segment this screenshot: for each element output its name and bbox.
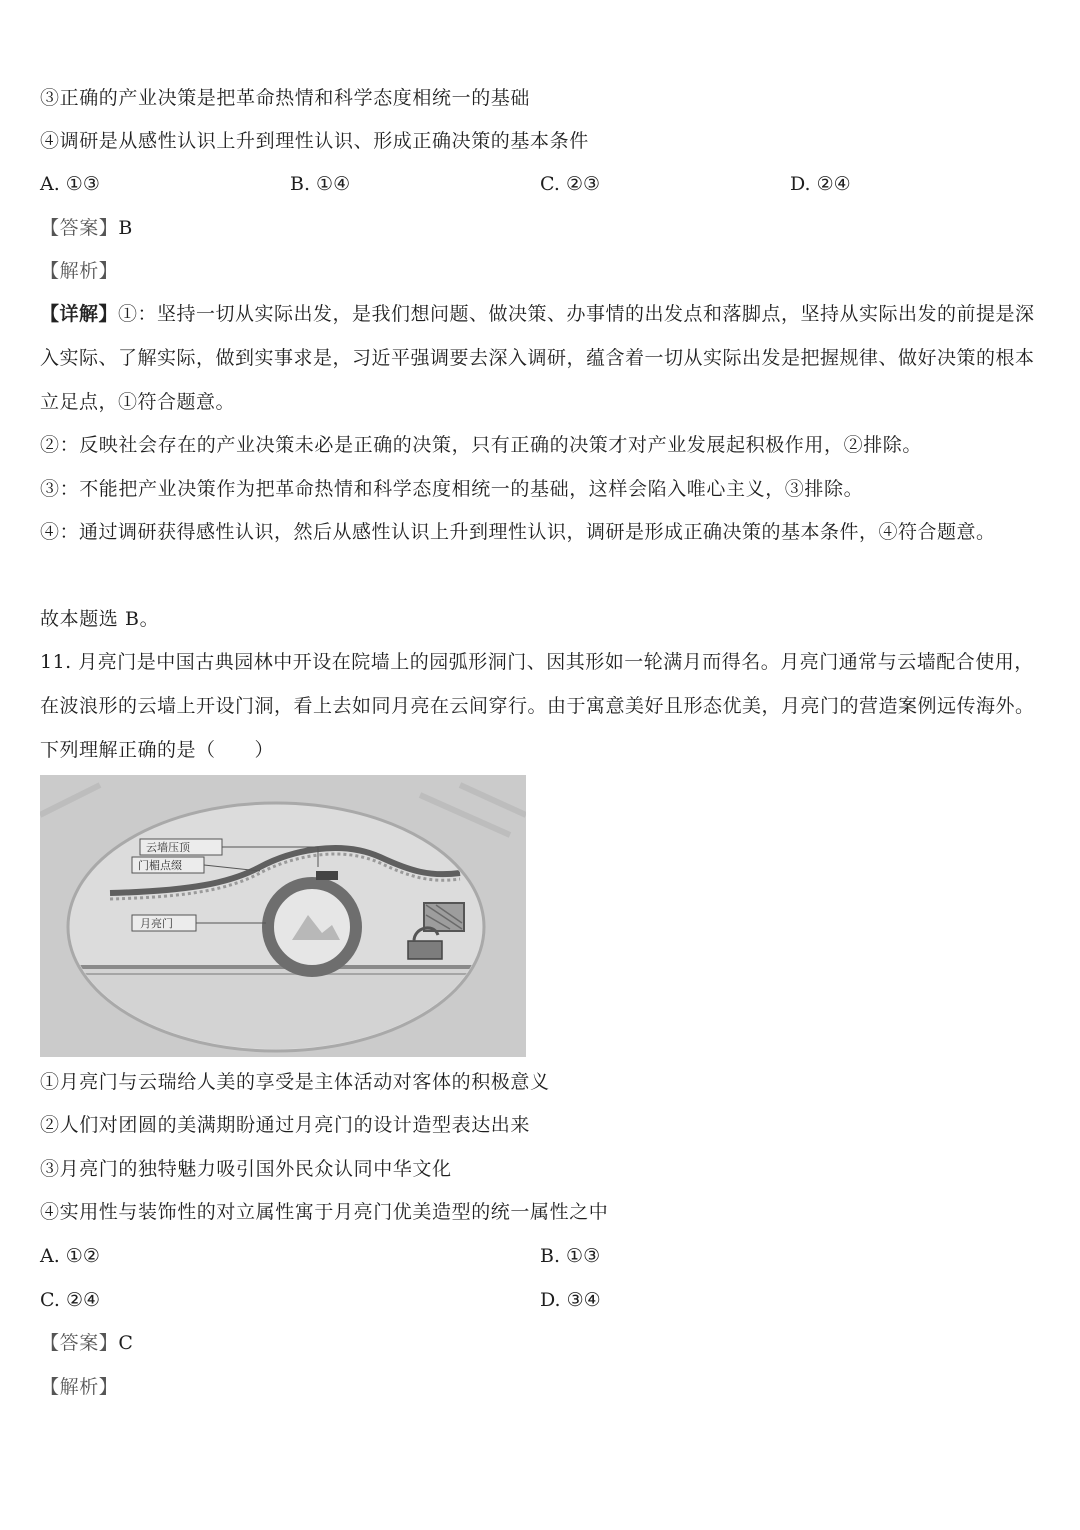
q11-answer <box>40 1331 134 1355</box>
q10-conclusion: 故本题选 B。 <box>40 608 160 630</box>
q11-option-4: ④实用性与装饰性的对立属性寓于月亮门优美造型的统一属性之中 <box>40 1201 609 1223</box>
analysis-tag: 【解析】 <box>40 1376 119 1398</box>
detail-1-text: ①：坚持一切从实际出发，是我们想问题、做决策、办事情的出发点和落脚点，坚持从实际出发的前提是深入实际、了解实际，做到实事求是，习近平强调要去深入调研，蕴含着一切从实际出发是把握规律、做好决策的根本立足点，①符合题意。 <box>40 303 1035 413</box>
q10-detail-2: ②：反映社会存在的产业决策未必是正确的决策，只有正确的决策才对产业发展起积极作用，②排除。 <box>40 434 923 456</box>
analysis-tag: 【解析】 <box>40 260 119 282</box>
q10-option-4: ④调研是从感性认识上升到理性认识、形成正确决策的基本条件 <box>40 130 589 152</box>
q10-option-3: ③正确的产业决策是把革命热情和科学态度相统一的基础 <box>40 87 531 109</box>
q11-option-3: ③月亮门的独特魅力吸引国外民众认同中华文化 <box>40 1158 452 1180</box>
callout-cloud-wall: 云墙压顶 <box>146 841 190 854</box>
q11-stem: 11. 月亮门是中国古典园林中开设在院墙上的园弧形洞门、因其形如一轮满月而得名。月亮门通常与云墙配合使用，在波浪形的云墙上开设门洞，看上去如同月亮在云间穿行。由于寓意美好且形态优美，月亮门的营造案例远传海外。下列理解正确的是（ ） <box>40 651 1035 761</box>
answer-tag: 【答案】 <box>40 217 119 239</box>
q10-choice-d: D. ②④ <box>790 173 851 195</box>
answer-value: C <box>118 1332 134 1354</box>
moon-gate-figure <box>40 775 526 1057</box>
answer-tag: 【答案】 <box>40 1332 119 1354</box>
q10-detail-3: ③：不能把产业决策作为把革命热情和科学态度相统一的基础，这样会陷入唯心主义，③排除。 <box>40 478 864 500</box>
q10-choice-a: A. ①③ <box>40 173 100 195</box>
q10-choice-b: B. ①④ <box>290 173 351 195</box>
q10-analysis-tag <box>40 259 118 283</box>
q11-option-2: ②人们对团圆的美满期盼通过月亮门的设计造型表达出来 <box>40 1114 531 1136</box>
callout-moon-gate: 月亮门 <box>140 917 173 930</box>
q11-analysis-tag <box>40 1375 118 1399</box>
answer-value: B <box>118 217 133 239</box>
q10-detail-4: ④：通过调研获得感性认识，然后从感性认识上升到理性认识，调研是形成正确决策的基本条件，④符合题意。 <box>40 521 996 543</box>
q11-choice-a: A. ①② <box>40 1245 100 1267</box>
q10-choice-c: C. ②③ <box>540 173 601 195</box>
callout-door-lintel: 门楣点缀 <box>138 859 182 872</box>
q10-detail-1 <box>40 292 1040 424</box>
detail-tag: 【详解】 <box>40 303 119 325</box>
q10-answer <box>40 216 133 240</box>
q11-choice-b: B. ①③ <box>540 1245 601 1267</box>
q11-option-1: ①月亮门与云瑞给人美的享受是主体活动对客体的积极意义 <box>40 1071 550 1093</box>
q11-choice-d: D. ③④ <box>540 1289 601 1311</box>
moon-gate-illustration <box>40 775 526 1057</box>
q11-choice-c: C. ②④ <box>40 1289 101 1311</box>
